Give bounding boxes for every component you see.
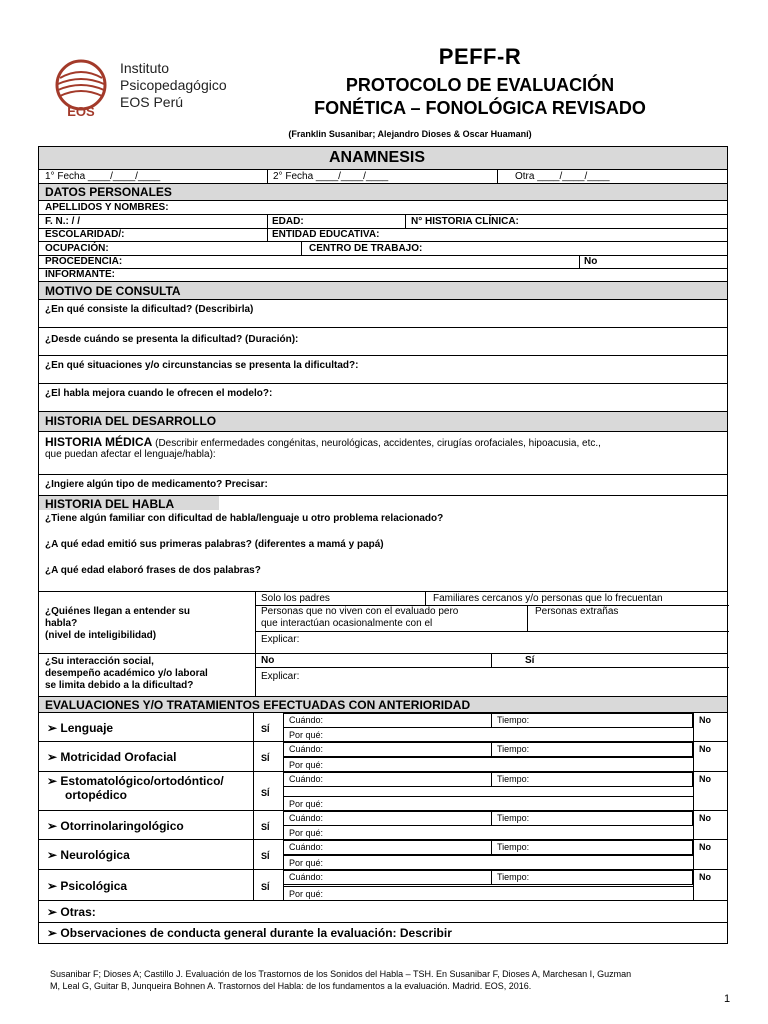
origin-row — [39, 255, 727, 268]
date-2[interactable]: 2° Fecha ____/____/____ — [273, 171, 389, 182]
informant-row — [39, 268, 727, 281]
interaction-yes[interactable]: Sí — [525, 655, 535, 666]
duration-field[interactable]: Tiempo: — [497, 813, 530, 823]
why-field[interactable]: Por qué: — [289, 730, 324, 740]
duration-field[interactable]: Tiempo: — [497, 744, 530, 754]
interaction-q1: ¿Su interacción social, — [45, 656, 154, 667]
why-field[interactable]: Por qué: — [289, 889, 324, 899]
yes-option[interactable]: SÍ — [261, 882, 270, 892]
question-4[interactable]: ¿El habla mejora cuando le ofrecen el modelo?: — [45, 388, 273, 399]
when-field[interactable]: Cuándo: — [289, 813, 324, 823]
evaluations-title: EVALUACIONES Y/O TRATAMIENTOS EFECTUADAS CON ANTERIORIDAD — [45, 698, 471, 712]
footer-line-2: M, Leal G, Guitar B, Junqueira Bohnen A. Trastornos del Habla: de los fundamentos a la evaluación. Madrid. EOS, 2016. — [50, 981, 532, 991]
anamnesis-form — [38, 146, 728, 944]
question-1[interactable]: ¿En qué consiste la dificultad? (Describirla) — [45, 304, 254, 315]
date-other[interactable]: Otra ____/____/____ — [515, 171, 610, 182]
speech-q3[interactable]: ¿A qué edad elaboró frases de dos palabras? — [45, 565, 261, 576]
option-strangers[interactable]: Personas extrañas — [535, 606, 619, 617]
evaluation-item-label: Neurológica — [60, 848, 130, 862]
eos-logo-icon — [48, 58, 114, 120]
question-3[interactable]: ¿En qué situaciones y/o circunstancias se presenta la dificultad?: — [45, 360, 359, 371]
yes-option[interactable]: SÍ — [261, 724, 270, 734]
medical-history-desc[interactable]: (Describir enfermedades congénitas, neurológicas, accidentes, cirugías orofaciales, hipoacusia, etc., — [155, 438, 601, 449]
personal-data-title: DATOS PERSONALES — [45, 185, 172, 199]
yes-option[interactable]: SÍ — [261, 753, 270, 763]
evaluation-row — [39, 741, 727, 771]
evaluation-item-label: Psicológica — [60, 879, 128, 893]
duration-field[interactable]: Tiempo: — [497, 774, 530, 784]
yes-option[interactable]: SÍ — [261, 822, 270, 832]
when-field[interactable]: Cuándo: — [289, 774, 324, 784]
q4-row — [39, 383, 727, 411]
no-option[interactable]: No — [699, 744, 711, 754]
evaluation-row — [39, 839, 727, 869]
medication-question[interactable]: ¿Ingiere algún tipo de medicamento? Precisar: — [45, 479, 268, 490]
consult-reason-header — [39, 281, 727, 299]
others-row — [39, 900, 727, 922]
arrow-icon: ➢ — [47, 774, 58, 788]
option-parents[interactable]: Solo los padres — [261, 593, 330, 604]
anamnesis-header — [39, 147, 727, 169]
informant-field[interactable]: INFORMANTE: — [45, 269, 115, 280]
doc-subtitle-1: PROTOCOLO DE EVALUACIÓN — [345, 75, 615, 95]
logo-line2: Psicopedagógico — [120, 77, 227, 93]
evaluations-header — [39, 696, 727, 712]
schooling-field[interactable]: ESCOLARIDAD/: — [45, 229, 125, 240]
yes-option[interactable]: SÍ — [261, 788, 270, 798]
when-field[interactable]: Cuándo: — [289, 842, 324, 852]
intelligibility-row — [39, 591, 727, 653]
age-field[interactable]: EDAD: — [272, 216, 304, 227]
consult-reason-title: MOTIVO DE CONSULTA — [45, 284, 181, 298]
origin-field[interactable]: PROCEDENCIA: — [45, 256, 123, 267]
why-field[interactable]: Por qué: — [289, 858, 324, 868]
evaluation-row — [39, 712, 727, 741]
q1-row — [39, 299, 727, 327]
medication-row — [39, 474, 727, 495]
evaluation-row — [39, 810, 727, 839]
development-header — [39, 411, 727, 431]
q3-row — [39, 355, 727, 383]
footer-line-1: Susanibar F; Dioses A; Castillo J. Evaluación de los Trastornos de los Sonidos del Habla – TSH. En Susanibar F, Dioses A, Marchesan I, Guzman — [50, 969, 632, 979]
name-field[interactable]: APELLIDOS Y NOMBRES: — [45, 202, 169, 213]
when-field[interactable]: Cuándo: — [289, 744, 324, 754]
evaluation-item-label: Estomatológico/ortodóntico/ — [60, 774, 224, 788]
anamnesis-title: ANAMNESIS — [329, 149, 426, 166]
option-relatives[interactable]: Familiares cercanos y/o personas que lo frecuentan — [433, 593, 663, 604]
dob-row — [39, 214, 727, 228]
evaluation-item-label: Otorrinolaringológico — [60, 819, 184, 833]
q2-row — [39, 327, 727, 355]
authors: (Franklin Susanibar; Alejandro Dioses & Oscar Huamaní) — [288, 129, 532, 139]
evaluation-item-label: Motricidad Orofacial — [60, 750, 177, 764]
intelligibility-q1: ¿Quiénes llegan a entender su — [45, 606, 191, 617]
when-field[interactable]: Cuándo: — [289, 872, 324, 882]
why-field[interactable]: Por qué: — [289, 799, 324, 809]
yes-option[interactable]: SÍ — [261, 851, 270, 861]
page-number: 1 — [724, 993, 731, 1005]
why-field[interactable]: Por qué: — [289, 828, 324, 838]
duration-field[interactable]: Tiempo: — [497, 715, 530, 725]
svg-text:EOS: EOS — [67, 104, 95, 119]
arrow-icon: ➢ — [47, 879, 58, 893]
evaluation-row — [39, 869, 727, 900]
occupation-field[interactable]: OCUPACIÓN: — [45, 243, 109, 254]
speech-q2[interactable]: ¿A qué edad emitió sus primeras palabras? (diferentes a mamá y papá) — [45, 539, 384, 550]
others-label[interactable]: Otras: — [60, 905, 96, 919]
medical-history-row — [39, 431, 727, 474]
observations-row — [39, 922, 727, 944]
interaction-row — [39, 653, 727, 696]
explain-intelligibility[interactable]: Explicar: — [261, 634, 300, 645]
evaluation-item-label-2: ortopédico — [65, 788, 127, 802]
arrow-icon: ➢ — [47, 848, 58, 862]
interaction-q2: desempeño académico y/o laboral — [45, 668, 208, 679]
medical-history-title: HISTORIA MÉDICA — [45, 435, 153, 449]
no-option[interactable]: No — [699, 872, 711, 882]
logo-line3: EOS Perú — [120, 94, 184, 110]
duration-field[interactable]: Tiempo: — [497, 842, 530, 852]
number-field[interactable]: No — [584, 256, 598, 267]
no-option[interactable]: No — [699, 813, 711, 823]
evaluation-item-label: Lenguaje — [60, 721, 114, 735]
evaluation-row — [39, 771, 727, 810]
footer-citation — [50, 968, 740, 992]
logo-line1: Instituto — [120, 60, 170, 76]
school-entity-field[interactable]: ENTIDAD EDUCATIVA: — [272, 229, 380, 240]
doc-subtitle-2: FONÉTICA – FONOLÓGICA REVISADO — [314, 98, 646, 118]
dob-field[interactable]: F. N.: / / — [45, 216, 80, 227]
no-option[interactable]: No — [699, 842, 711, 852]
date-1[interactable]: 1° Fecha ____/____/____ — [45, 171, 161, 182]
arrow-icon: ➢ — [47, 926, 58, 940]
speech-history-title: HISTORIA DEL HABLA — [45, 497, 175, 511]
clinical-history-field[interactable]: N° HISTORIA CLÍNICA: — [411, 216, 519, 227]
interaction-q3: se limita debido a la dificultad? — [45, 680, 194, 691]
workplace-field[interactable]: CENTRO DE TRABAJO: — [309, 243, 423, 254]
option-occasional-1[interactable]: Personas que no viven con el evaluado pero — [261, 606, 459, 617]
name-row — [39, 200, 727, 214]
when-field[interactable]: Cuándo: — [289, 715, 324, 725]
intelligibility-q3: (nivel de inteligibilidad) — [45, 630, 157, 641]
question-2[interactable]: ¿Desde cuándo se presenta la dificultad? (Duración): — [45, 334, 299, 345]
observations-label[interactable]: Observaciones de conducta general durante la evaluación: Describir — [60, 926, 452, 940]
personal-data-header — [39, 183, 727, 200]
no-option[interactable]: No — [699, 774, 711, 784]
interaction-no[interactable]: No — [261, 655, 275, 666]
duration-field[interactable]: Tiempo: — [497, 872, 530, 882]
explain-interaction[interactable]: Explicar: — [261, 671, 300, 682]
speech-history-section — [39, 495, 727, 591]
doc-title: PEFF-R — [438, 44, 522, 69]
dates-row — [39, 169, 727, 183]
no-option[interactable]: No — [699, 715, 711, 725]
option-occasional-2[interactable]: que interactúan ocasionalmente con el — [261, 618, 433, 629]
school-row — [39, 228, 727, 241]
arrow-icon: ➢ — [47, 721, 58, 735]
arrow-icon: ➢ — [47, 905, 58, 919]
arrow-icon: ➢ — [47, 819, 58, 833]
medical-history-desc-2[interactable]: que puedan afectar el lenguaje/habla): — [45, 449, 216, 460]
arrow-icon: ➢ — [47, 750, 58, 764]
speech-q1[interactable]: ¿Tiene algún familiar con dificultad de habla/lenguaje u otro problema relacionado? — [45, 513, 444, 524]
development-title: HISTORIA DEL DESARROLLO — [45, 414, 217, 428]
institute-logo — [48, 58, 258, 126]
why-field[interactable]: Por qué: — [289, 760, 324, 770]
occupation-row — [39, 241, 727, 255]
intelligibility-q2: habla? — [45, 618, 78, 629]
